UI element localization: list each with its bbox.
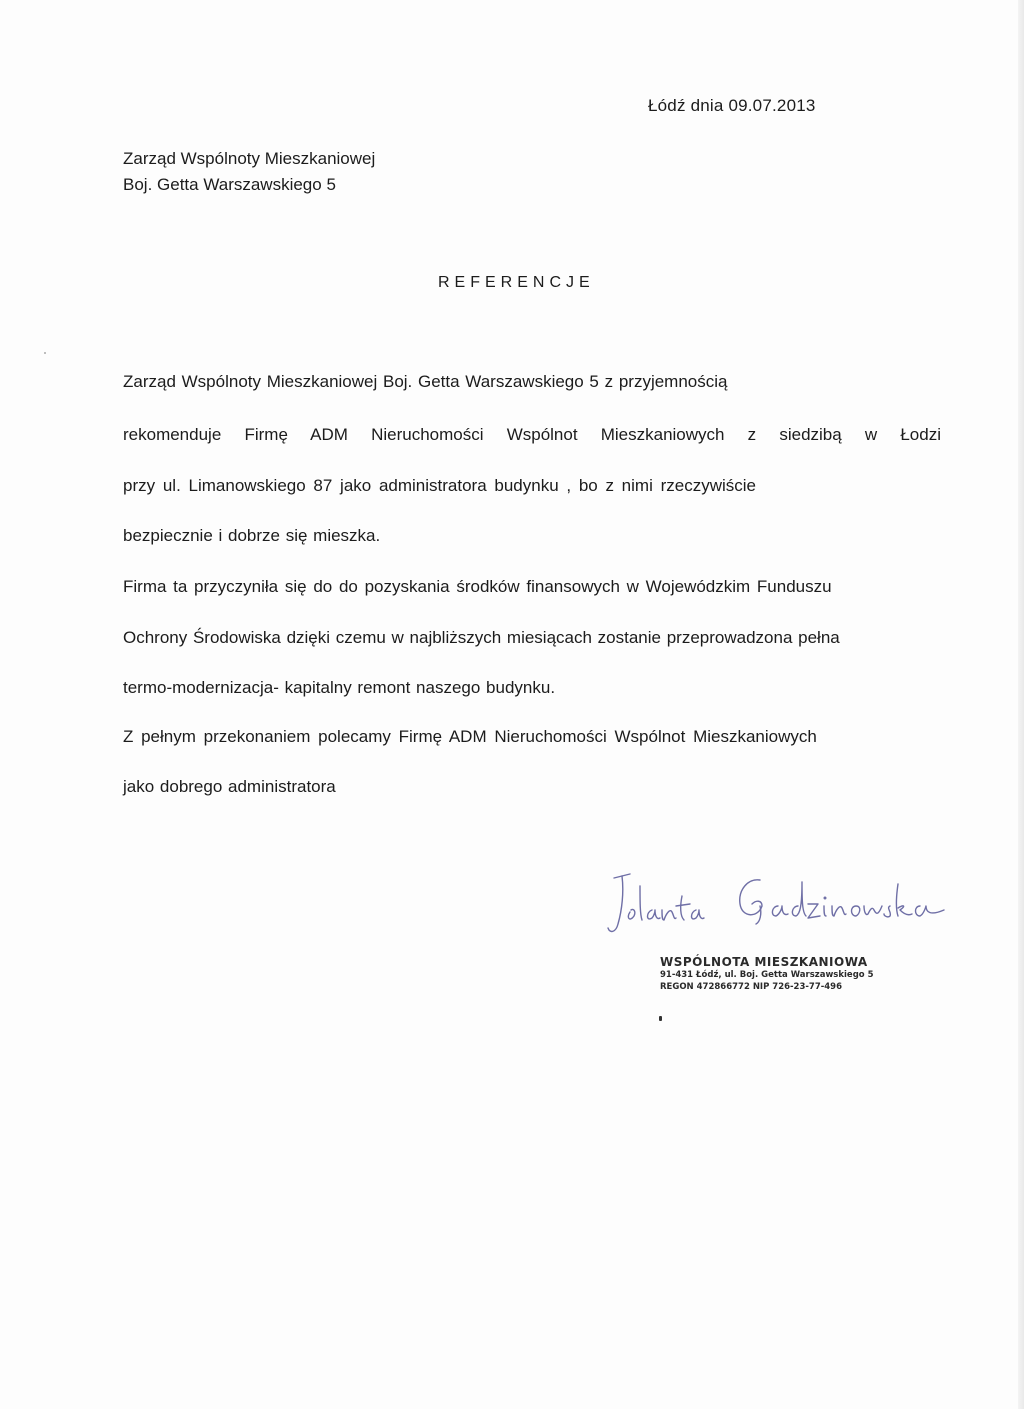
scan-edge <box>1018 0 1024 1409</box>
addressee-line-1: Zarząd Wspólnoty Mieszkaniowej <box>123 149 376 168</box>
organization-stamp <box>660 955 890 992</box>
paper-speck <box>44 352 46 354</box>
body-line-2: rekomenduje Firmę ADM Nieruchomości Wspólnot Mieszkaniowych z siedzibą w Łodzi <box>123 425 941 444</box>
body-line-5: Firma ta przyczyniła się do do pozyskania środków finansowych w Wojewódzkim Funduszu <box>123 577 832 596</box>
stamp-line-1: WSPÓLNOTA MIESZKANIOWA <box>660 955 868 969</box>
body-line-1: Zarząd Wspólnoty Mieszkaniowej Boj. Getta Warszawskiego 5 z przyjemnością <box>123 372 728 391</box>
body-line-6: Ochrony Środowiska dzięki czemu w najbliższych miesiącach zostanie przeprowadzona pełna <box>123 628 840 647</box>
body-line-7: termo-modernizacja- kapitalny remont naszego budynku. <box>123 678 556 697</box>
place-date: Łódź dnia 09.07.2013 <box>648 96 816 115</box>
body-line-3: przy ul. Limanowskiego 87 jako administratora budynku , bo z nimi rzeczywiście <box>123 476 756 495</box>
document-title: REFERENCJE <box>438 274 595 291</box>
addressee-block <box>123 146 375 198</box>
body-line-8: Z pełnym przekonaniem polecamy Firmę ADM Nieruchomości Wspólnot Mieszkaniowych <box>123 727 817 746</box>
stamp-line-3: REGON 472866772 NIP 726-23-77-496 <box>660 982 843 992</box>
body-line-9: jako dobrego administratora <box>123 777 336 796</box>
stamp-line-2: 91-431 Łódź, ul. Boj. Getta Warszawskiego 5 <box>660 970 874 980</box>
body-line-4: bezpiecznie i dobrze się mieszka. <box>123 526 381 545</box>
addressee-line-2: Boj. Getta Warszawskiego 5 <box>123 175 336 194</box>
stamp-ink-dot <box>659 1016 662 1021</box>
handwritten-signature <box>600 862 945 952</box>
